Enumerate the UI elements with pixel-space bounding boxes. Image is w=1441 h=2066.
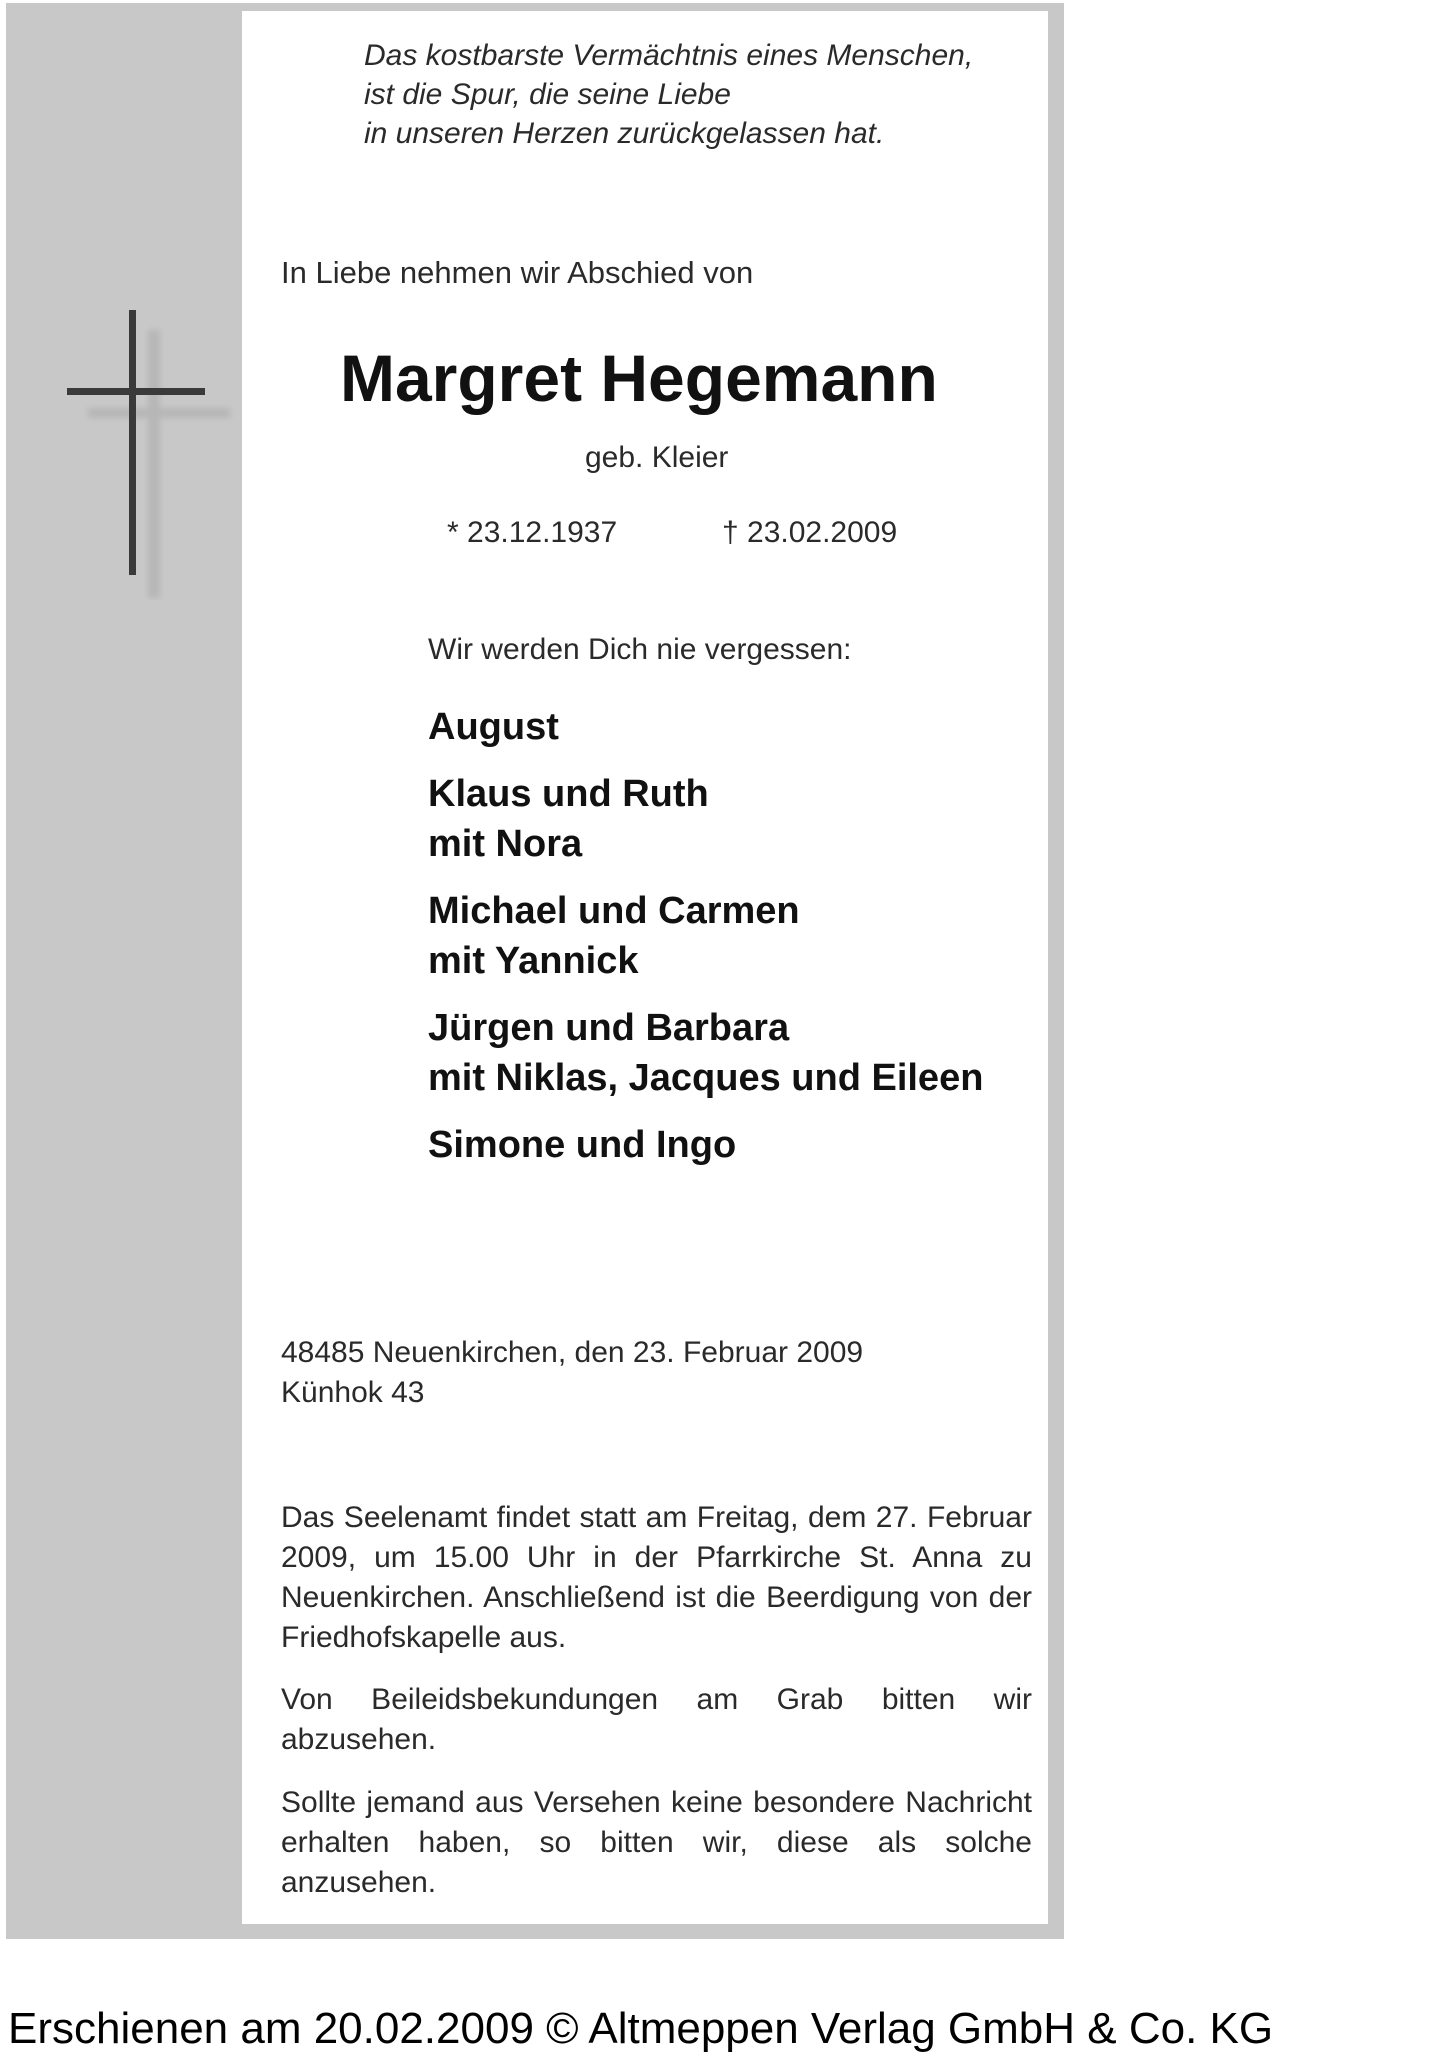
mourner-group — [428, 702, 983, 752]
address-block — [281, 1333, 863, 1413]
street-address: Künhok 43 — [281, 1376, 425, 1409]
birth-date: * 23.12.1937 — [447, 516, 618, 549]
maiden-name: geb. Kleier — [585, 441, 729, 474]
deceased-name: Margret Hegemann — [340, 341, 938, 415]
publication-footer: Erschienen am 20.02.2009 © Altmeppen Verlag GmbH & Co. KG — [8, 2004, 1274, 2053]
condolence-paragraph: Von Beileidsbekundungen am Grab bitten wir abzusehen. — [281, 1683, 1032, 1756]
mourner-line: mit Yannick — [428, 940, 639, 982]
mourner-line: mit Niklas, Jacques und Eileen — [428, 1057, 984, 1099]
death-date: † 23.02.2009 — [722, 516, 898, 549]
quote-line: in unseren Herzen zurückgelassen hat. — [364, 117, 885, 150]
mourner-group — [428, 1003, 983, 1103]
mourner-line: Klaus und Ruth — [428, 773, 709, 815]
mourner-line: mit Nora — [428, 823, 583, 865]
cross-icon — [40, 300, 240, 600]
place-date: 48485 Neuenkirchen, den 23. Februar 2009 — [281, 1336, 864, 1369]
quote-line: ist die Spur, die seine Liebe — [364, 78, 731, 111]
intro-text: In Liebe nehmen wir Abschied von — [281, 255, 754, 290]
notification-paragraph: Sollte jemand aus Versehen keine besondere Nachricht erhalten haben, so bitten wir, diese als solche anzusehen. — [281, 1786, 1032, 1899]
mourner-line: August — [428, 706, 559, 748]
mourner-line: Jürgen und Barbara — [428, 1007, 790, 1049]
mourner-group — [428, 1120, 983, 1170]
quote-line: Das kostbarste Vermächtnis eines Menschen, — [364, 39, 974, 72]
never-forget-text: Wir werden Dich nie vergessen: — [428, 633, 852, 666]
mourners-list — [428, 702, 983, 1187]
mourner-group — [428, 769, 983, 869]
mourner-group — [428, 886, 983, 986]
mourner-line: Michael und Carmen — [428, 890, 800, 932]
mourner-line: Simone und Ingo — [428, 1124, 737, 1166]
quote — [364, 36, 973, 153]
funeral-info-paragraph: Das Seelenamt findet statt am Freitag, dem 27. Februar 2009, um 15.00 Uhr in der Pfarrkirche St. Anna zu Neuenkirchen. Anschließend ist die Beerdigung von der Friedhofskapelle aus. — [281, 1501, 1032, 1654]
